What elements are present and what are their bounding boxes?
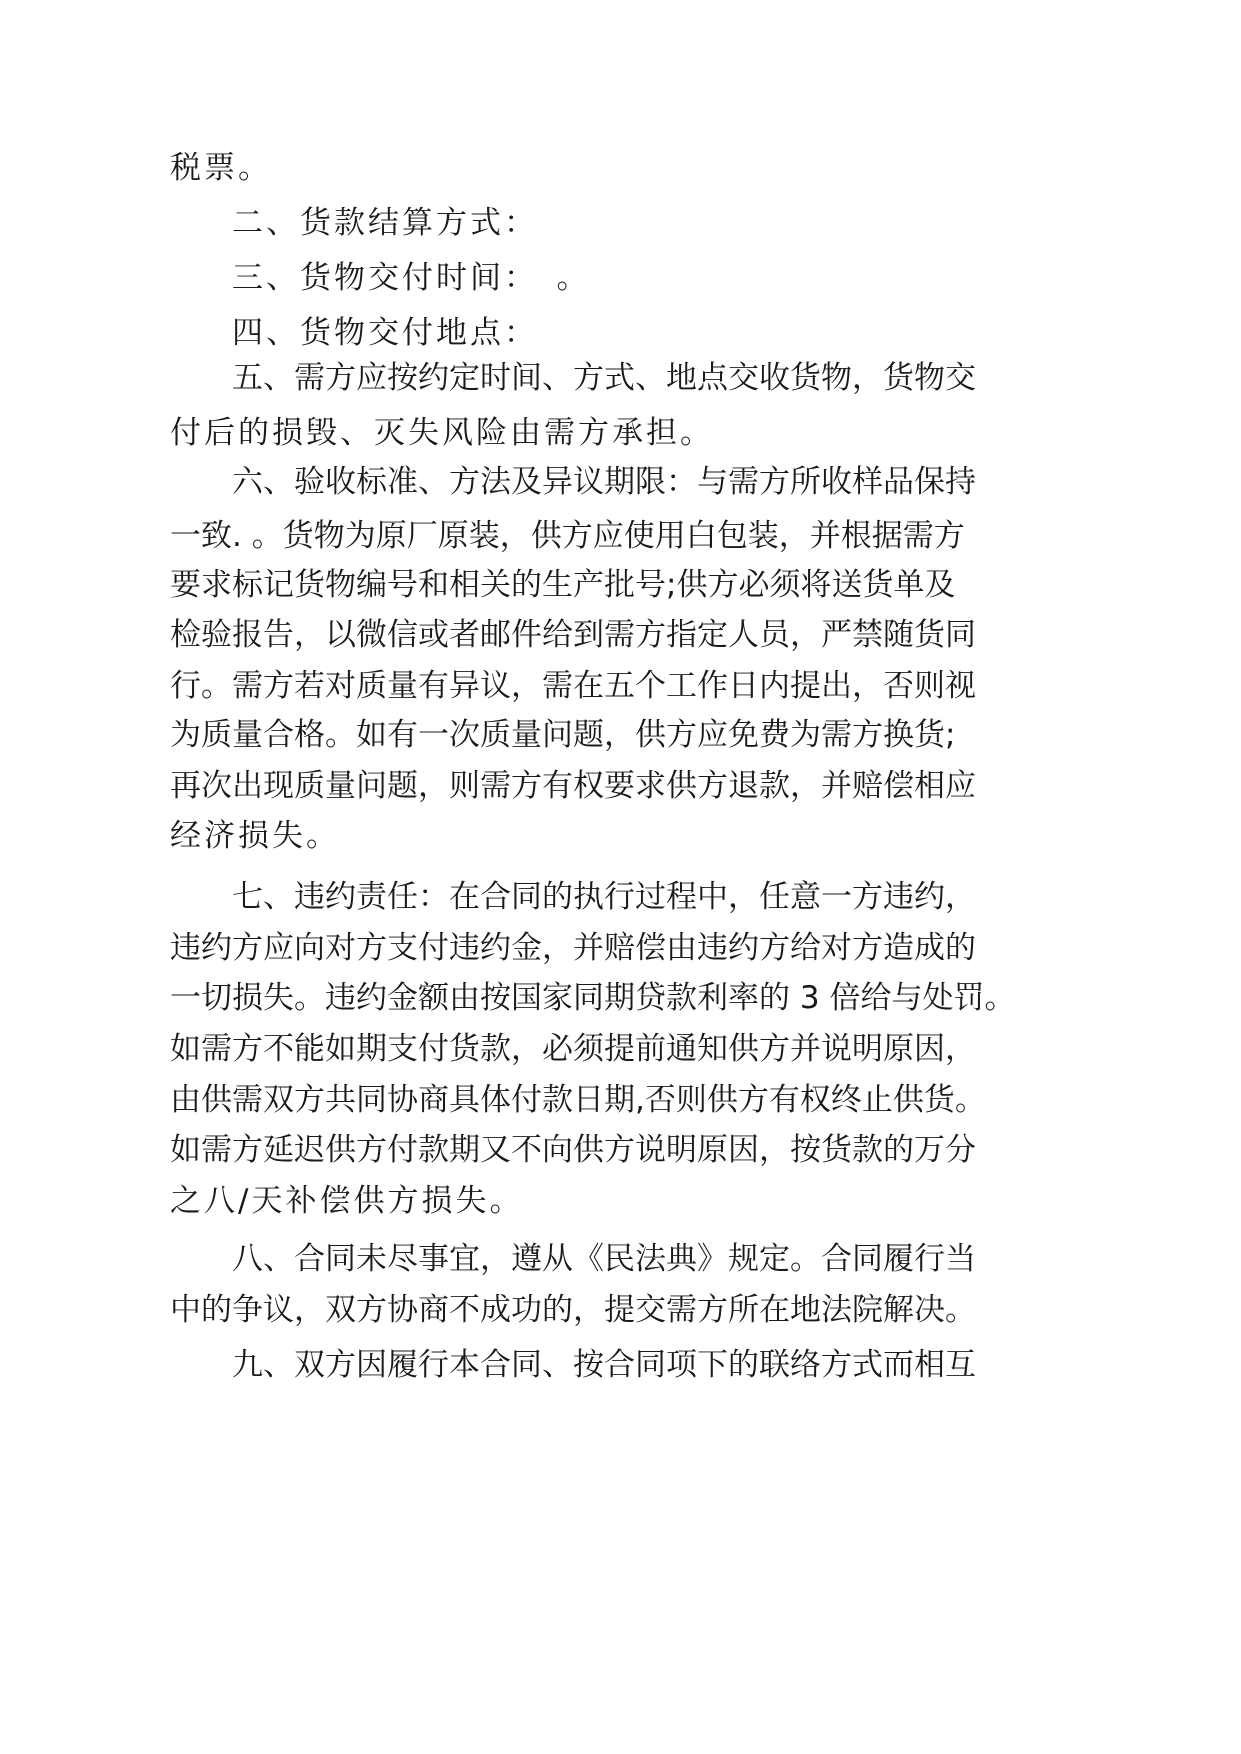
text-line: 税票。: [170, 150, 272, 186]
text-line: 三、货物交付时间： 。: [232, 260, 591, 296]
text-line: 行 。 需 方 若 对 质 量 有 异 议 ， 需 在 五 个 工 作 日 内 提 出 ， 否 则 视: [170, 668, 976, 704]
text-line: 经济损失。: [170, 818, 340, 854]
text-line: 由 供 需 双 方 共 同 协 商 具 体 付 款 日 期 , 否 则 供 方 有 权 终 止 供 货 。: [170, 1082, 986, 1118]
text-line: 之八/天补偿供方损失。: [170, 1183, 524, 1219]
text-line: 七 、 违 约 责 任 ： 在 合 同 的 执 行 过 程 中 ， 任 意 一 方 违 约 ，: [232, 879, 976, 915]
text-line: 四、货物交付地点：: [232, 315, 538, 351]
text-line: 五 、 需 方 应 按 约 定 时 间 、 方 式 、 地 点 交 收 货 物 ， 货 物 交: [232, 360, 976, 396]
text-line: 违 约 方 应 向 对 方 支 付 违 约 金 ， 并 赔 偿 由 违 约 方 给 对 方 造 成 的: [170, 930, 976, 966]
text-line: 如 需 方 延 迟 供 方 付 款 期 又 不 向 供 方 说 明 原 因 ， 按 货 款 的 万 分: [170, 1132, 976, 1168]
text-line: 要 求 标 记 货 物 编 号 和 相 关 的 生 产 批 号 ; 供 方 必 须 将 送 货 单 及: [170, 567, 956, 603]
text-line: 二、货款结算方式：: [232, 205, 538, 241]
text-line: 九 、 双 方 因 履 行 本 合 同 、 按 合 同 项 下 的 联 络 方 式 而 相 互: [232, 1347, 976, 1383]
text-line: 如 需 方 不 能 如 期 支 付 货 款 ， 必 须 提 前 通 知 供 方 并 说 明 原 因 ，: [170, 1031, 976, 1067]
text-line: 为 质 量 合 格 。 如 有 一 次 质 量 问 题 ， 供 方 应 免 费 为 需 方 换 货 ;: [170, 717, 956, 753]
text-line: 一 致 . 。 货 物 为 原 厂 原 装 ， 供 方 应 使 用 白 包 装 ， 并 根 据 需 方: [170, 518, 965, 554]
text-line: 一 切 损 失 。 违 约 金 额 由 按 国 家 同 期 贷 款 利 率 的 3 倍 给 与 处 罚 。: [170, 980, 1016, 1016]
text-line: 中 的 争 议 ， 双 方 协 商 不 成 功 的 ， 提 交 需 方 所 在 地 法 院 解 决 。: [170, 1292, 976, 1328]
text-line: 付后的损毁、灭失风险由需方承担。: [170, 415, 714, 451]
text-line: 检 验 报 告 ， 以 微 信 或 者 邮 件 给 到 需 方 指 定 人 员 ， 严 禁 随 货 同: [170, 617, 976, 653]
text-line: 八 、 合 同 未 尽 事 宜 ， 遵 从 《 民 法 典 》 规 定 。 合 同 履 行 当: [232, 1241, 976, 1277]
text-line: 再 次 出 现 质 量 问 题 ， 则 需 方 有 权 要 求 供 方 退 款 ， 并 赔 偿 相 应: [170, 768, 976, 804]
text-line: 六 、 验 收 标 准 、 方 法 及 异 议 期 限 ： 与 需 方 所 收 样 品 保 持: [232, 464, 976, 500]
